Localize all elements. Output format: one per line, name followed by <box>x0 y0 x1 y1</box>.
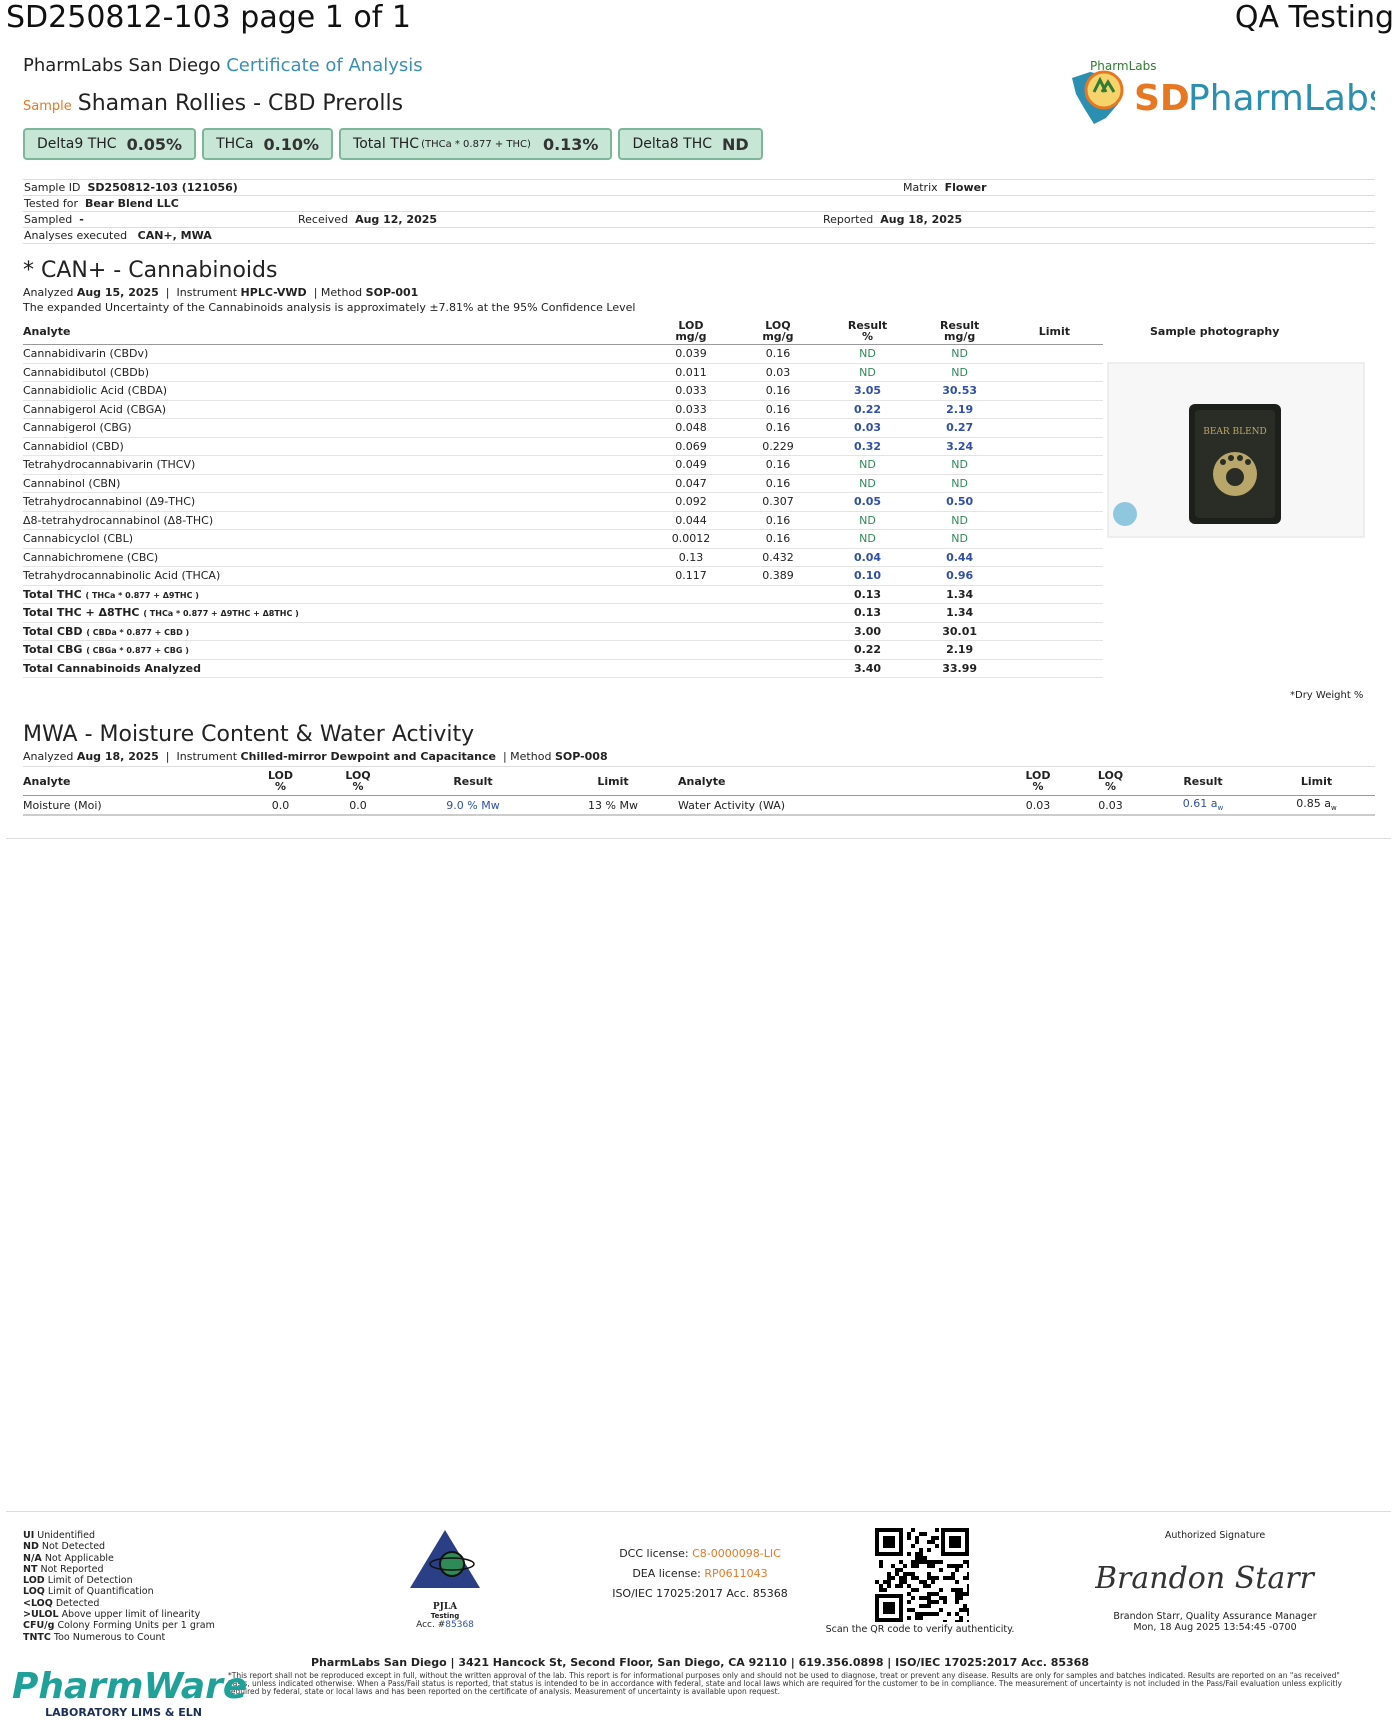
badge-delta8 <box>618 128 762 160</box>
table-cell: Cannabidivarin (CBDv) <box>23 345 647 364</box>
sample-photo <box>1107 362 1365 538</box>
table-cell <box>647 641 734 660</box>
dcc-label: DCC license: <box>619 1547 689 1560</box>
table-cell: 0.13 <box>647 548 734 567</box>
table-cell: 0.96 <box>914 567 1006 586</box>
mwa-col-result-2: Result <box>1148 767 1258 796</box>
table-cell: 0.50 <box>914 493 1006 512</box>
pjla-logo <box>400 1528 490 1630</box>
legend-item: N/A Not Applicable <box>23 1552 114 1564</box>
water-activity-analyte: Water Activity (WA) <box>678 796 1003 816</box>
mwa-col-result: Result <box>398 767 548 796</box>
table-cell <box>1006 382 1103 401</box>
sample-id-value: SD250812-103 (121056) <box>87 181 238 194</box>
table-cell: 0.16 <box>734 400 821 419</box>
total-row <box>23 585 1103 604</box>
table-cell <box>1006 530 1103 549</box>
table-cell: 3.00 <box>821 622 913 641</box>
table-cell: 0.092 <box>647 493 734 512</box>
abbreviation-legend <box>23 1530 215 1643</box>
report-id-header: SD250812-103 page 1 of 1 <box>6 0 411 35</box>
table-cell <box>1006 567 1103 586</box>
legend-item: NT Not Reported <box>23 1563 104 1575</box>
table-cell: 2.19 <box>914 400 1006 419</box>
legend-item: CFU/g Colony Forming Units per 1 gram <box>23 1620 215 1632</box>
table-cell: 0.033 <box>647 400 734 419</box>
table-row <box>23 419 1103 438</box>
table-row <box>23 345 1103 364</box>
table-row <box>23 493 1103 512</box>
table-cell <box>1006 400 1103 419</box>
table-cell: 0.16 <box>734 382 821 401</box>
sdpharmlabs-logo <box>1070 58 1375 130</box>
badge-note: (THCa * 0.877 + THC) <box>421 138 531 150</box>
col-analyte: Analyte <box>23 318 647 345</box>
table-cell <box>734 641 821 660</box>
col-result-mg: Result mg/g <box>914 318 1006 345</box>
legend-item: LOD Limit of Detection <box>23 1575 133 1587</box>
mwa-row <box>23 796 1375 816</box>
table-cell <box>1006 641 1103 660</box>
table-cell: 0.03 <box>734 363 821 382</box>
table-cell: 0.22 <box>821 641 913 660</box>
mwa-title: MWA - Moisture Content & Water Activity <box>23 722 475 747</box>
table-cell: 0.16 <box>734 511 821 530</box>
table-cell: 0.048 <box>647 419 734 438</box>
summary-badges <box>23 128 763 160</box>
total-row <box>23 604 1103 623</box>
table-cell: ND <box>821 530 913 549</box>
pharmware-sub: LABORATORY LIMS & ELN <box>45 1706 202 1719</box>
table-cell: Tetrahydrocannabinol (Δ9-THC) <box>23 493 647 512</box>
reported-value: Aug 18, 2025 <box>880 213 963 226</box>
table-cell: Cannabidiolic Acid (CBDA) <box>23 382 647 401</box>
table-cell: Cannabigerol (CBG) <box>23 419 647 438</box>
table-cell: Tetrahydrocannabivarin (THCV) <box>23 456 647 475</box>
table-cell: 0.16 <box>734 345 821 364</box>
mwa-table <box>23 766 1375 816</box>
table-cell <box>647 604 734 623</box>
table-cell: ND <box>914 363 1006 382</box>
table-cell: 0.039 <box>647 345 734 364</box>
table-row <box>23 382 1103 401</box>
license-info <box>600 1544 800 1604</box>
signature-block <box>1095 1530 1335 1633</box>
table-cell <box>1006 474 1103 493</box>
table-cell: 30.53 <box>914 382 1006 401</box>
moisture-analyte: Moisture (Moi) <box>23 796 243 816</box>
table-row <box>23 530 1103 549</box>
table-row <box>23 567 1103 586</box>
table-cell <box>1006 419 1103 438</box>
signer-name: Brandon Starr, Quality Assurance Manager <box>1113 1611 1317 1622</box>
mwa-col-limit: Limit <box>548 767 678 796</box>
badge-label: Total THC <box>353 136 420 152</box>
table-cell: 0.307 <box>734 493 821 512</box>
mwa-col-lod-2: LOD % <box>1003 767 1073 796</box>
mwa-col-lod: LOD % <box>243 767 318 796</box>
doc-type: Certificate of Analysis <box>226 55 423 76</box>
handwritten-signature: Brandon Starr <box>1095 1561 1314 1596</box>
analyses-value: CAN+, MWA <box>137 229 212 242</box>
disclaimer: *This report shall not be reproduced except in full, without the written approval of the lab. This report is for informational purposes only and should not be used to diagnose, treat or prevent any disease. Results are only for samples and batches indicated. Results are reported on an "as received" basis, unless indicated otherwise. When a Pass/Fail status is reported, that status is intended to be in accordance with federal, state and local laws which are required for the customer to be in compliance. The measurement of uncertainty is not included in the Pass/Fail evaluation unless explicitly required by federal, state or local laws and has been reported on the certificate of analysis. Measurement of uncertainty is available upon request. <box>228 1671 1342 1696</box>
qr-note: Scan the QR code to verify authenticity. <box>825 1624 1015 1635</box>
qa-testing-header: QA Testing <box>1234 0 1394 35</box>
table-cell: ND <box>821 511 913 530</box>
table-cell: 0.13 <box>821 604 913 623</box>
table-cell: 33.99 <box>914 659 1006 678</box>
table-cell: 1.34 <box>914 585 1006 604</box>
table-cell: 0.432 <box>734 548 821 567</box>
mwa-analysis-info: Analyzed Aug 18, 2025 | Instrument Chilled-mirror Dewpoint and Capacitance | Method SOP-008 <box>23 750 608 763</box>
badge-delta9 <box>23 128 196 160</box>
moisture-loq: 0.0 <box>318 796 398 816</box>
col-result-pct: Result % <box>821 318 913 345</box>
total-label: Total THC ( THCa * 0.877 + Δ9THC ) <box>23 585 647 604</box>
table-cell: ND <box>821 474 913 493</box>
table-row <box>23 437 1103 456</box>
table-cell <box>1006 493 1103 512</box>
pjla-acc-label: Acc. # <box>416 1620 446 1630</box>
table-cell: ND <box>821 363 913 382</box>
table-cell: Cannabigerol Acid (CBGA) <box>23 400 647 419</box>
legend-item: ND Not Detected <box>23 1541 106 1553</box>
table-cell: Cannabichromene (CBC) <box>23 548 647 567</box>
table-cell: 3.24 <box>914 437 1006 456</box>
table-cell: 2.19 <box>914 641 1006 660</box>
section-divider <box>6 838 1391 839</box>
table-cell: 0.22 <box>821 400 913 419</box>
total-row <box>23 641 1103 660</box>
moisture-result: 9.0 % Mw <box>398 796 548 816</box>
table-cell: 0.27 <box>914 419 1006 438</box>
moisture-limit: 13 % Mw <box>548 796 678 816</box>
badge-total-thc <box>339 128 612 160</box>
mwa-col-limit-2: Limit <box>1258 767 1375 796</box>
photo-jar-label: BEAR BLEND <box>1203 427 1267 437</box>
col-loq: LOQ mg/g <box>734 318 821 345</box>
logo-badge-text: PharmLabs <box>1090 59 1157 73</box>
table-cell <box>1006 511 1103 530</box>
logo-graphic <box>1070 58 1375 130</box>
wa-lod: 0.03 <box>1003 796 1073 816</box>
table-cell: 0.16 <box>734 530 821 549</box>
total-row <box>23 622 1103 641</box>
can-analysis-info: Analyzed Aug 15, 2025 | Instrument HPLC-VWD | Method SOP-001 <box>23 286 419 299</box>
badge-label: Delta8 THC <box>632 136 713 152</box>
sample-id-label: Sample ID <box>24 181 81 194</box>
lab-address: PharmLabs San Diego | 3421 Hancock St, Second Floor, San Diego, CA 92110 | 619.356.0898 | ISO/IEC 17025:2017 Acc. 85368 <box>311 1656 1089 1669</box>
mwa-col-analyte-2: Analyte <box>678 767 1003 796</box>
table-cell: 30.01 <box>914 622 1006 641</box>
lab-name: PharmLabs San Diego <box>23 55 221 76</box>
table-cell: ND <box>821 456 913 475</box>
total-row <box>23 659 1103 678</box>
table-cell: Cannabinol (CBN) <box>23 474 647 493</box>
can-title: * CAN+ - Cannabinoids <box>23 258 278 283</box>
table-cell: 3.05 <box>821 382 913 401</box>
legend-item: UI Unidentified <box>23 1530 96 1541</box>
table-cell <box>647 659 734 678</box>
wa-limit: 0.85 $a_w$ <box>1258 796 1375 816</box>
table-row <box>23 400 1103 419</box>
badge-value: 0.10% <box>263 134 320 154</box>
logo-pharm-text: PharmLabs <box>1188 78 1375 119</box>
badge-label: THCa <box>216 136 254 152</box>
table-cell: ND <box>914 345 1006 364</box>
can-section-header <box>23 258 635 314</box>
table-row <box>23 511 1103 530</box>
mwa-col-loq-2: LOQ % <box>1073 767 1148 796</box>
sampled-value: - <box>79 213 84 226</box>
signature-image <box>1095 1541 1335 1611</box>
table-cell: 0.229 <box>734 437 821 456</box>
badge-label: Delta9 THC <box>37 136 117 152</box>
table-cell: Cannabidiol (CBD) <box>23 437 647 456</box>
table-cell: Δ8-tetrahydrocannabinol (Δ8-THC) <box>23 511 647 530</box>
total-label: Total CBG ( CBGa * 0.877 + CBG ) <box>23 641 647 660</box>
table-cell: 0.04 <box>821 548 913 567</box>
col-lod: LOD mg/g <box>647 318 734 345</box>
signature-title: Authorized Signature <box>1164 1530 1266 1541</box>
wa-loq: 0.03 <box>1073 796 1148 816</box>
pharmware-name: PharmWare <box>12 1666 248 1707</box>
table-cell <box>734 604 821 623</box>
table-cell: ND <box>914 511 1006 530</box>
dry-weight-note: *Dry Weight % <box>1290 690 1364 701</box>
matrix-label: Matrix <box>903 181 938 194</box>
wa-result: 0.61 $a_w$ <box>1148 796 1258 816</box>
table-cell <box>1006 548 1103 567</box>
table-cell: 0.16 <box>734 474 821 493</box>
table-cell: 0.044 <box>647 511 734 530</box>
iso-accreditation: ISO/IEC 17025:2017 Acc. 85368 <box>612 1587 788 1600</box>
table-cell: Cannabicyclol (CBL) <box>23 530 647 549</box>
pharmware-logo <box>12 1666 248 1719</box>
table-cell: 0.0012 <box>647 530 734 549</box>
table-cell <box>734 585 821 604</box>
meta-row-1 <box>23 179 1375 195</box>
table-cell <box>1006 456 1103 475</box>
table-cell: 0.03 <box>821 419 913 438</box>
legend-item: <LOQ Detected <box>23 1597 100 1609</box>
badge-value: ND <box>722 134 749 154</box>
table-cell <box>647 622 734 641</box>
photo-logo-icon <box>1113 502 1137 526</box>
badge-value: 0.05% <box>126 134 183 154</box>
mwa-col-analyte: Analyte <box>23 767 243 796</box>
table-cell: 0.117 <box>647 567 734 586</box>
pjla-sub: Testing <box>430 1612 460 1620</box>
sample-metadata <box>23 179 1375 244</box>
table-cell: ND <box>914 530 1006 549</box>
dcc-license: C8-0000098-LIC <box>692 1547 781 1560</box>
signature-date: Mon, 18 Aug 2025 13:54:45 -0700 <box>1133 1622 1297 1633</box>
table-cell <box>1006 659 1103 678</box>
table-cell: Tetrahydrocannabinolic Acid (THCA) <box>23 567 647 586</box>
table-cell <box>1006 363 1103 382</box>
lab-title <box>23 55 423 76</box>
table-cell <box>1006 585 1103 604</box>
table-cell: 3.40 <box>821 659 913 678</box>
sample-title <box>23 91 403 116</box>
meta-row-3 <box>23 211 1375 227</box>
sample-label: Sample <box>23 99 72 114</box>
footer-divider <box>6 1511 1391 1512</box>
table-cell <box>734 659 821 678</box>
table-cell: 0.10 <box>821 567 913 586</box>
sampled-label: Sampled <box>24 213 73 226</box>
table-cell: ND <box>914 456 1006 475</box>
table-row <box>23 548 1103 567</box>
pjla-acc: 85368 <box>445 1620 474 1630</box>
analyses-label: Analyses executed <box>24 229 128 242</box>
dea-label: DEA license: <box>632 1567 701 1580</box>
sample-name: Shaman Rollies - CBD Prerolls <box>77 91 404 116</box>
tested-for-value: Bear Blend LLC <box>85 197 179 210</box>
table-cell: 0.16 <box>734 419 821 438</box>
table-cell: Cannabidibutol (CBDb) <box>23 363 647 382</box>
sample-photography-heading: Sample photography <box>1150 325 1280 338</box>
table-cell: 0.05 <box>821 493 913 512</box>
total-label: Total CBD ( CBDa * 0.877 + CBD ) <box>23 622 647 641</box>
total-label: Total THC + Δ8THC ( THCa * 0.877 + Δ9THC + Δ8THC ) <box>23 604 647 623</box>
table-cell <box>1006 604 1103 623</box>
table-cell <box>734 622 821 641</box>
table-row <box>23 456 1103 475</box>
received-value: Aug 12, 2025 <box>355 213 438 226</box>
table-cell: 0.011 <box>647 363 734 382</box>
table-cell: 1.34 <box>914 604 1006 623</box>
table-cell: 0.033 <box>647 382 734 401</box>
table-cell: 0.16 <box>734 456 821 475</box>
mwa-col-loq: LOQ % <box>318 767 398 796</box>
qr-code[interactable] <box>875 1528 969 1622</box>
reported-label: Reported <box>823 213 874 226</box>
table-cell: ND <box>821 345 913 364</box>
table-cell: 0.32 <box>821 437 913 456</box>
logo-sd-text: SD <box>1134 78 1190 119</box>
badge-thca <box>202 128 333 160</box>
cannabinoids-table <box>23 318 1103 678</box>
legend-item: LOQ Limit of Quantification <box>23 1586 154 1598</box>
table-cell: 0.44 <box>914 548 1006 567</box>
meta-row-4 <box>23 227 1375 244</box>
legend-item: TNTC Too Numerous to Count <box>23 1631 166 1643</box>
matrix-value: Flower <box>944 181 987 194</box>
table-cell: 0.069 <box>647 437 734 456</box>
table-cell: 0.389 <box>734 567 821 586</box>
moisture-lod: 0.0 <box>243 796 318 816</box>
can-uncertainty: The expanded Uncertainty of the Cannabinoids analysis is approximately ±7.81% at the 95% Confidence Level <box>23 301 636 314</box>
tested-for-label: Tested for <box>24 197 79 210</box>
received-label: Received <box>298 213 349 226</box>
table-cell <box>1006 622 1103 641</box>
table-cell <box>1006 437 1103 456</box>
table-cell: 0.049 <box>647 456 734 475</box>
table-row <box>23 363 1103 382</box>
meta-row-2 <box>23 195 1375 211</box>
table-row <box>23 474 1103 493</box>
pjla-name: PJLA <box>432 1602 458 1612</box>
total-label: Total Cannabinoids Analyzed <box>23 659 647 678</box>
col-limit: Limit <box>1006 318 1103 345</box>
table-cell <box>647 585 734 604</box>
dea-license: RP0611043 <box>704 1567 768 1580</box>
table-cell: 0.13 <box>821 585 913 604</box>
mwa-section-header <box>23 722 608 763</box>
badge-value: 0.13% <box>542 134 599 154</box>
table-cell <box>1006 345 1103 364</box>
table-cell: 0.047 <box>647 474 734 493</box>
legend-item: >ULOL Above upper limit of linearity <box>23 1609 201 1621</box>
table-cell: ND <box>914 474 1006 493</box>
